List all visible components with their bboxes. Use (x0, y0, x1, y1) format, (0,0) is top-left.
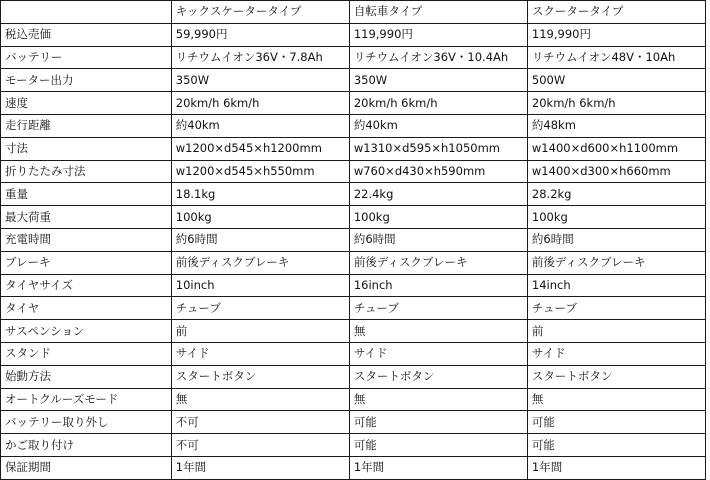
table-cell: 350W (171, 69, 349, 92)
table-cell: 前 (527, 320, 705, 343)
table-cell: 350W (349, 69, 527, 92)
table-cell: スタートボタン (527, 365, 705, 388)
row-label: バッテリー取り外し (1, 411, 172, 434)
row-label: 最大荷重 (1, 206, 172, 229)
table-cell: 100kg (171, 206, 349, 229)
table-cell: 前後ディスクブレーキ (171, 251, 349, 274)
row-label: ブレーキ (1, 251, 172, 274)
table-cell: 28.2kg (527, 183, 705, 206)
table-cell: 119,990円 (349, 23, 527, 46)
table-row (1, 251, 706, 274)
table-cell: 無 (171, 388, 349, 411)
table-cell: w1400×d300×h660mm (527, 160, 705, 183)
row-label: オートクルーズモード (1, 388, 172, 411)
table-cell: 可能 (527, 411, 705, 434)
table-cell: 可能 (527, 434, 705, 457)
table-cell: w1200×d545×h1200mm (171, 137, 349, 160)
row-label: スタンド (1, 342, 172, 365)
table-cell: 119,990円 (527, 23, 705, 46)
row-label: 折りたたみ寸法 (1, 160, 172, 183)
table-row (1, 365, 706, 388)
header-row (1, 1, 706, 24)
table-cell: 20km/h 6km/h (349, 92, 527, 115)
table-row (1, 46, 706, 69)
table-cell: 59,990円 (171, 23, 349, 46)
table-row (1, 69, 706, 92)
header-cell-empty (1, 1, 172, 24)
row-label: バッテリー (1, 46, 172, 69)
header-cell-scooter: スクータータイプ (527, 1, 705, 24)
table-cell: サイド (349, 342, 527, 365)
table-header (1, 1, 706, 24)
table-cell: 不可 (171, 434, 349, 457)
table-cell: 18.1kg (171, 183, 349, 206)
table-cell: 前 (171, 320, 349, 343)
table-row (1, 434, 706, 457)
table-cell: w760×d430×h590mm (349, 160, 527, 183)
table-row (1, 388, 706, 411)
table-cell: 約6時間 (527, 228, 705, 251)
table-cell: 20km/h 6km/h (171, 92, 349, 115)
row-label: モーター出力 (1, 69, 172, 92)
table-cell: 前後ディスクブレーキ (527, 251, 705, 274)
table-cell: 16inch (349, 274, 527, 297)
table-cell: 100kg (527, 206, 705, 229)
row-label: 走行距離 (1, 114, 172, 137)
table-cell: 1年間 (171, 456, 349, 479)
table-row (1, 92, 706, 115)
table-row (1, 183, 706, 206)
table-row (1, 320, 706, 343)
table-cell: 100kg (349, 206, 527, 229)
row-label: 税込売価 (1, 23, 172, 46)
table-row (1, 411, 706, 434)
table-cell: リチウムイオン36V・10.4Ah (349, 46, 527, 69)
table-row (1, 297, 706, 320)
table-row (1, 23, 706, 46)
table-cell: 可能 (349, 411, 527, 434)
table-body (1, 23, 706, 479)
table-cell: スタートボタン (349, 365, 527, 388)
table-cell: 無 (349, 388, 527, 411)
table-cell: リチウムイオン36V・7.8Ah (171, 46, 349, 69)
row-label: タイヤ (1, 297, 172, 320)
table-cell: w1200×d545×h550mm (171, 160, 349, 183)
table-cell: 22.4kg (349, 183, 527, 206)
table-row (1, 456, 706, 479)
table-cell: 無 (349, 320, 527, 343)
table-cell: w1310×d595×h1050mm (349, 137, 527, 160)
table-cell: 14inch (527, 274, 705, 297)
table-cell: リチウムイオン48V・10Ah (527, 46, 705, 69)
table-row (1, 206, 706, 229)
table-cell: 前後ディスクブレーキ (349, 251, 527, 274)
table-cell: 約6時間 (171, 228, 349, 251)
table-cell: チューブ (349, 297, 527, 320)
row-label: 寸法 (1, 137, 172, 160)
table-cell: チューブ (171, 297, 349, 320)
table-cell: 不可 (171, 411, 349, 434)
row-label: サスペンション (1, 320, 172, 343)
table-cell: 約40km (171, 114, 349, 137)
table-cell: チューブ (527, 297, 705, 320)
table-cell: 10inch (171, 274, 349, 297)
table-cell: サイド (527, 342, 705, 365)
table-row (1, 228, 706, 251)
table-cell: 約6時間 (349, 228, 527, 251)
header-cell-bicycle: 自転車タイプ (349, 1, 527, 24)
table-cell: 1年間 (349, 456, 527, 479)
table-row (1, 342, 706, 365)
table-cell: 500W (527, 69, 705, 92)
table-cell: 約48km (527, 114, 705, 137)
row-label: 速度 (1, 92, 172, 115)
table-cell: スタートボタン (171, 365, 349, 388)
row-label: かご取り付け (1, 434, 172, 457)
row-label: 充電時間 (1, 228, 172, 251)
table-cell: 1年間 (527, 456, 705, 479)
table-row (1, 137, 706, 160)
table-cell: w1400×d600×h1100mm (527, 137, 705, 160)
table-row (1, 160, 706, 183)
table-cell: 可能 (349, 434, 527, 457)
row-label: 保証期間 (1, 456, 172, 479)
table-cell: サイド (171, 342, 349, 365)
table-cell: 無 (527, 388, 705, 411)
table-cell: 20km/h 6km/h (527, 92, 705, 115)
table-row (1, 274, 706, 297)
table-row (1, 114, 706, 137)
row-label: タイヤサイズ (1, 274, 172, 297)
table-cell: 約40km (349, 114, 527, 137)
row-label: 始動方法 (1, 365, 172, 388)
row-label: 重量 (1, 183, 172, 206)
header-cell-kick-scooter: キックスケータータイプ (171, 1, 349, 24)
